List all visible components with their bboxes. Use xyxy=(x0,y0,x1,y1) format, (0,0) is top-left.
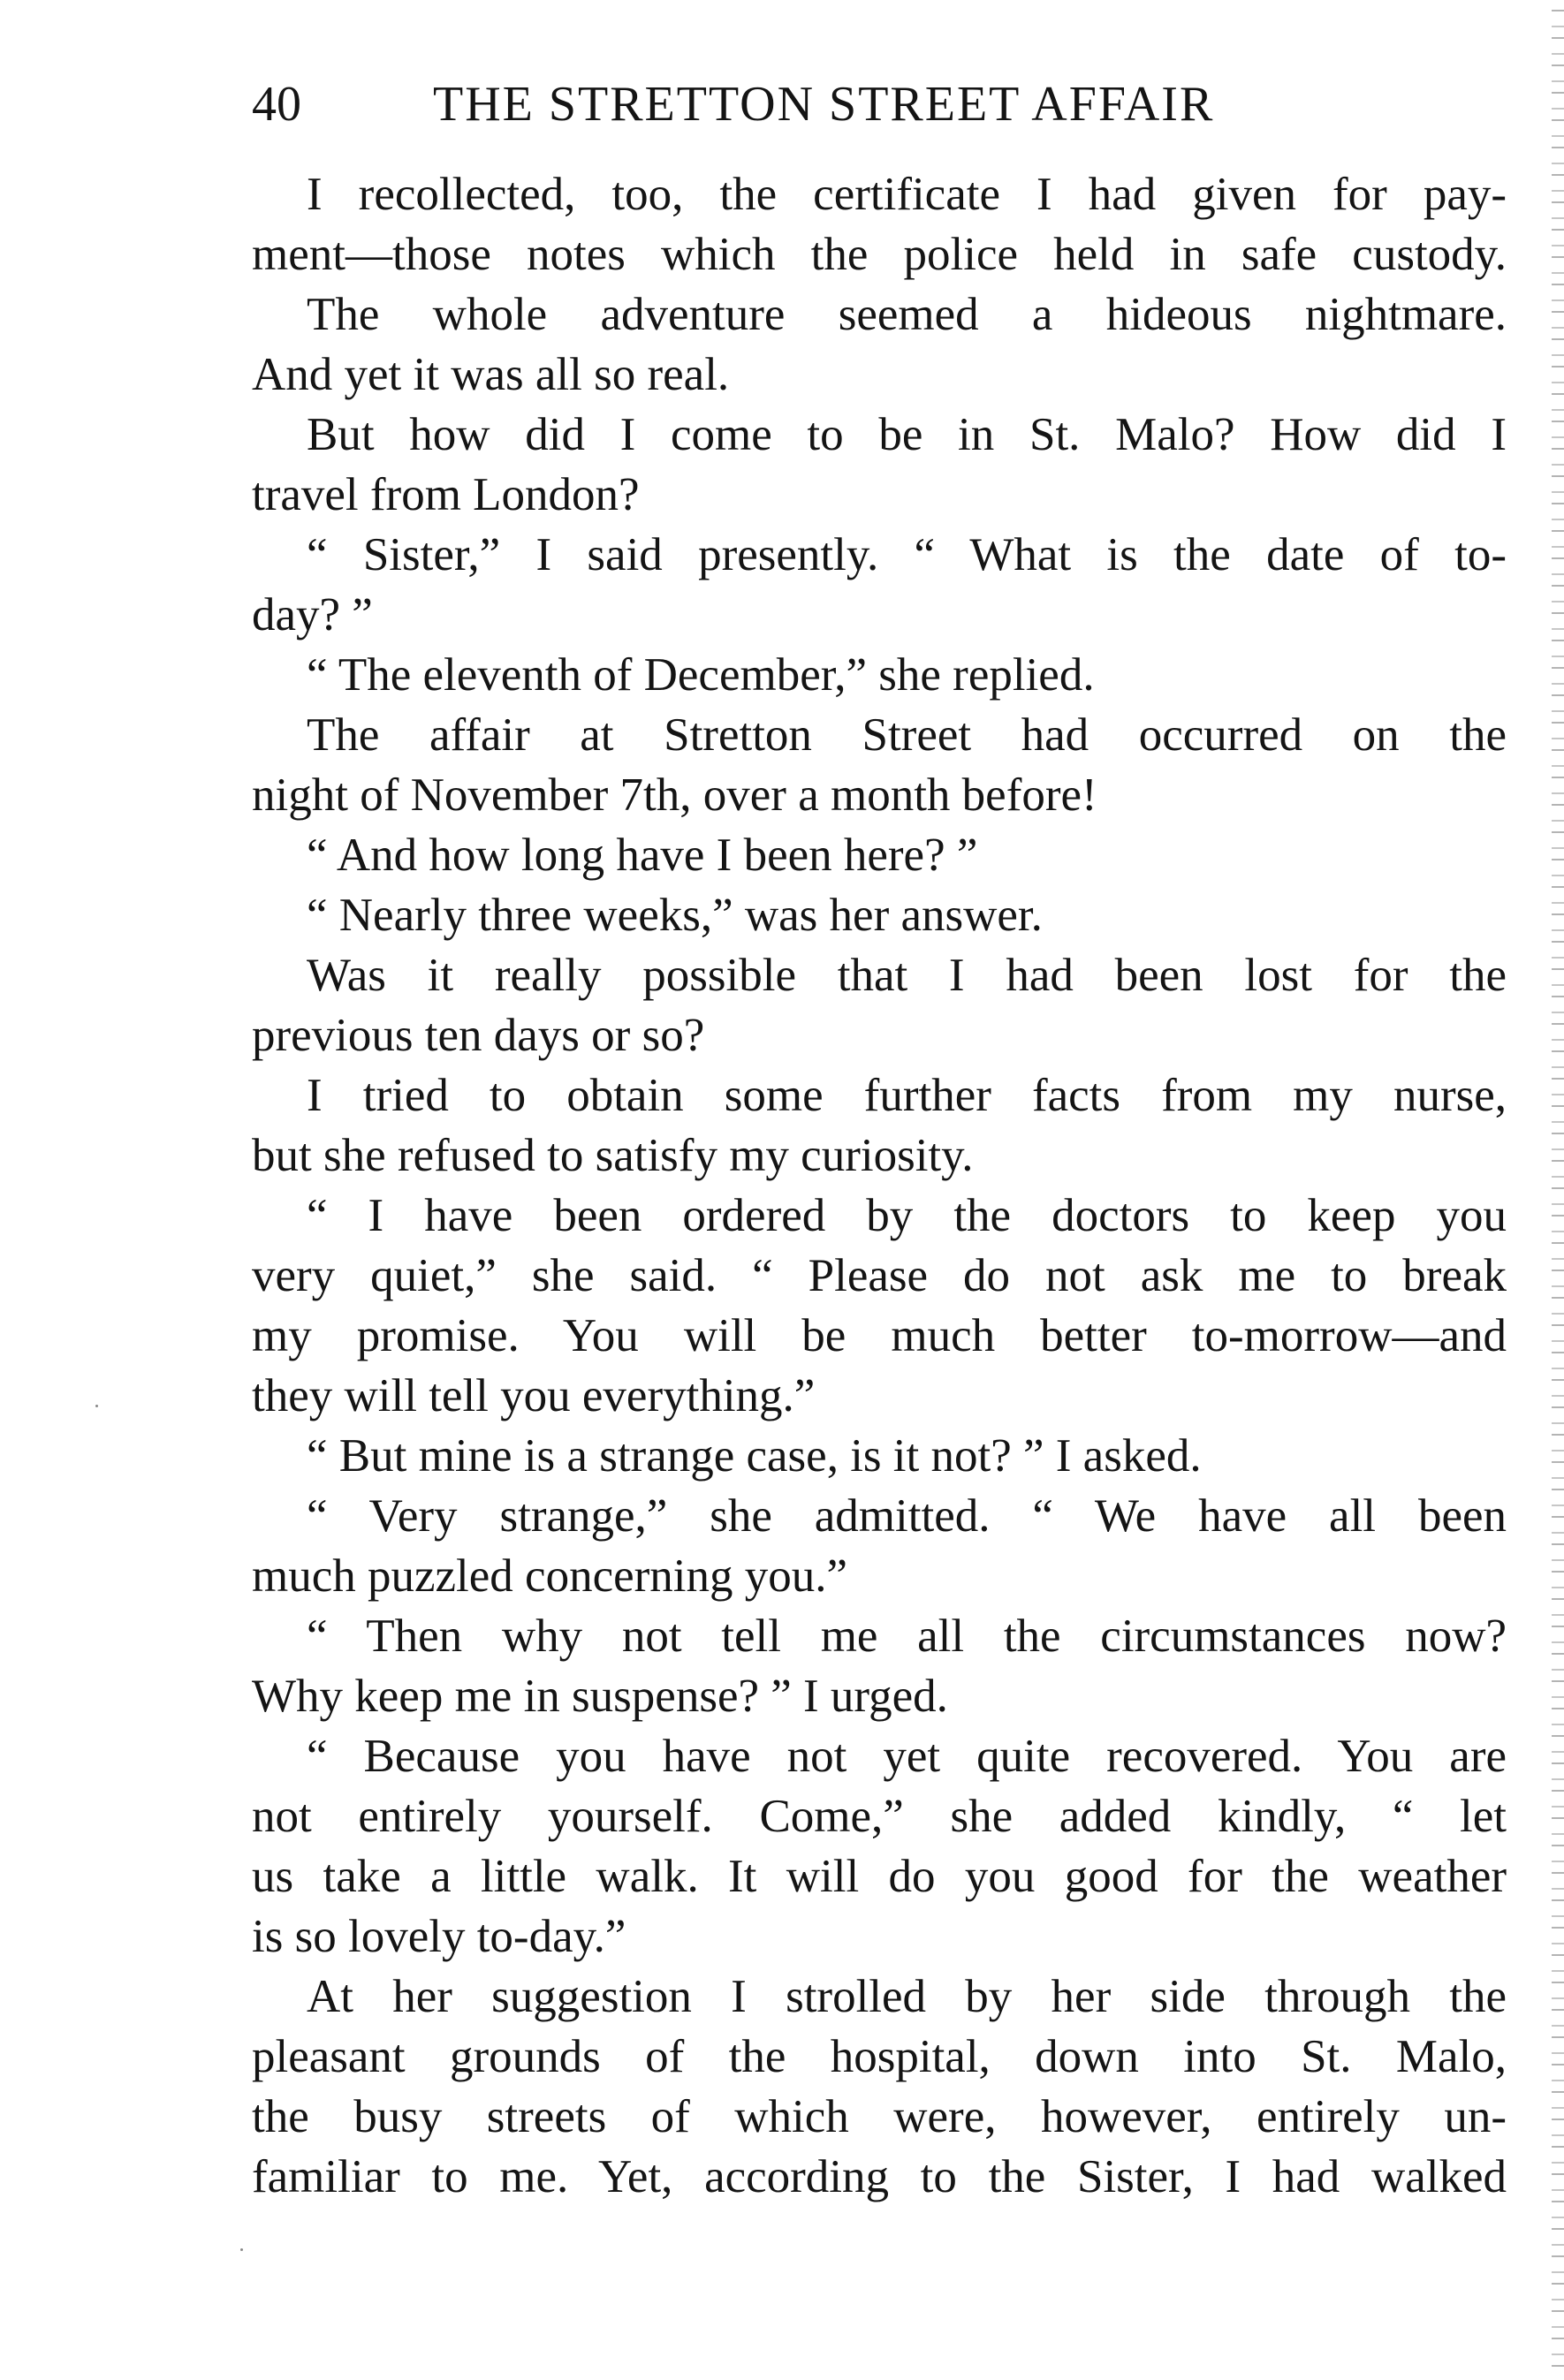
text-line: “ I have been ordered by the doctors to keep you xyxy=(307,1190,1507,1241)
text-line: The whole adventure seemed a hideous nightmare. xyxy=(307,289,1507,340)
text-line: Why keep me in suspense? ” I urged. xyxy=(252,1671,948,1722)
text-line: I recollected, too, the certificate I had given for pay- xyxy=(307,169,1507,220)
text-line: “ Sister,” I said presently. “ What is the date of to- xyxy=(307,529,1507,580)
text-line: day? ” xyxy=(252,589,373,640)
text-line: ment—those notes which the police held in safe custody. xyxy=(252,229,1507,280)
text-line: night of November 7th, over a month before! xyxy=(252,769,1097,821)
text-line: us take a little walk. It will do you good for the weather xyxy=(252,1851,1507,1902)
text-line: my promise. You will be much better to-morrow—and xyxy=(252,1310,1507,1361)
text-line: I tried to obtain some further facts from my nurse, xyxy=(307,1070,1507,1121)
text-line: “ Then why not tell me all the circumstances now? xyxy=(307,1611,1507,1662)
text-line: but she refused to satisfy my curiosity. xyxy=(252,1130,974,1181)
text-line: is so lovely to-day.” xyxy=(252,1911,626,1962)
running-header xyxy=(252,72,1507,136)
text-line: But how did I come to be in St. Malo? How did I xyxy=(307,409,1507,460)
text-line: familiar to me. Yet, according to the Sister, I had walked xyxy=(252,2151,1507,2202)
text-line: And yet it was all so real. xyxy=(252,349,730,400)
text-line: At her suggestion I strolled by her side through the xyxy=(307,1971,1507,2022)
text-line: “ But mine is a strange case, is it not? ” I asked. xyxy=(307,1430,1202,1482)
text-line: much puzzled concerning you.” xyxy=(252,1550,848,1602)
text-line: the busy streets of which were, however, entirely un- xyxy=(252,2091,1507,2142)
text-line: The affair at Stretton Street had occurred on the xyxy=(307,709,1507,761)
text-line: travel from London? xyxy=(252,469,640,520)
body-text xyxy=(252,164,1507,2207)
text-line: previous ten days or so? xyxy=(252,1010,705,1061)
text-line: Was it really possible that I had been lost for the xyxy=(307,950,1507,1001)
text-line: “ And how long have I been here? ” xyxy=(307,830,978,881)
text-line: pleasant grounds of the hospital, down into St. Malo, xyxy=(252,2031,1507,2082)
text-line: they will tell you everything.” xyxy=(252,1370,816,1421)
text-line: “ The eleventh of December,” she replied. xyxy=(307,649,1095,701)
page-number: 40 xyxy=(252,77,301,132)
text-line: “ Because you have not yet quite recovered. You are xyxy=(307,1731,1507,1782)
scan-speck xyxy=(240,2248,243,2251)
text-line: not entirely yourself. Come,” she added kindly, “ let xyxy=(252,1791,1507,1842)
running-title: THE STRETTON STREET AFFAIR xyxy=(433,77,1215,132)
text-line: “ Very strange,” she admitted. “ We have all been xyxy=(307,1490,1507,1542)
text-line: very quiet,” she said. “ Please do not ask me to break xyxy=(252,1250,1507,1301)
scan-page-edge xyxy=(1552,0,1564,2380)
text-line: “ Nearly three weeks,” was her answer. xyxy=(307,890,1043,941)
scan-speck xyxy=(95,1405,98,1407)
